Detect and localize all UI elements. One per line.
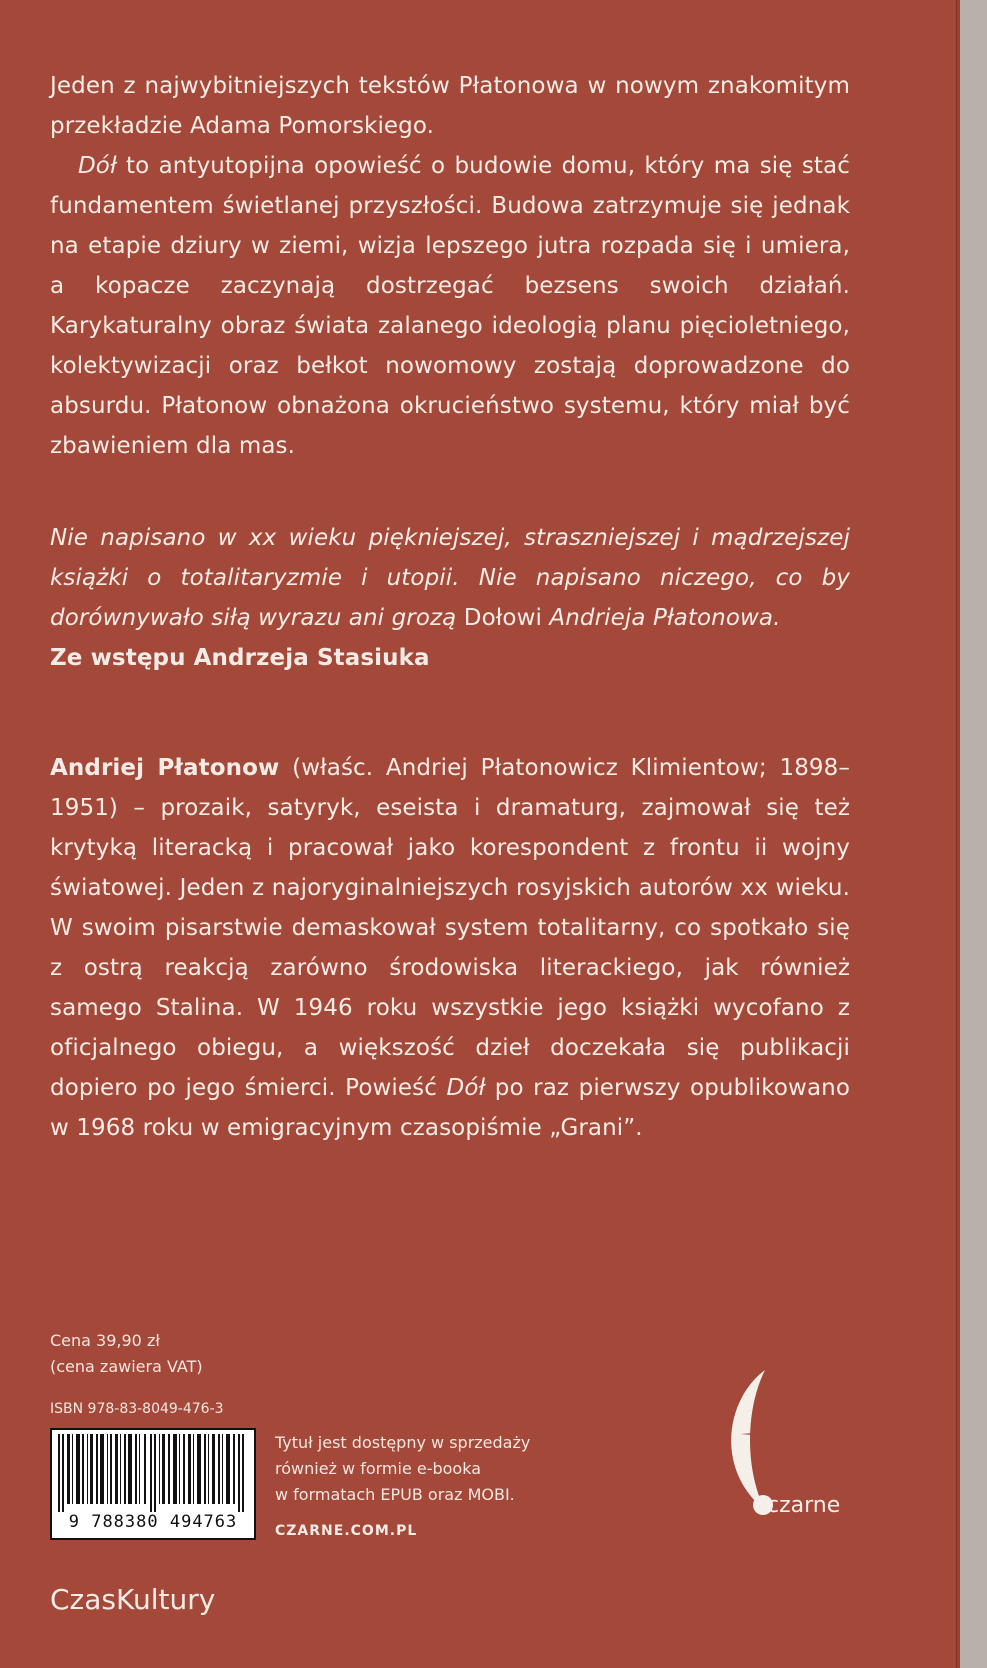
price-line: Cena 39,90 zł — [50, 1331, 160, 1350]
barcode-bars-icon — [58, 1434, 248, 1512]
quote-source: Ze wstępu Andrzeja Stasiuka — [50, 645, 430, 671]
logo-wordmark: czarne — [767, 1493, 841, 1518]
availability-line-3: w formatach EPUB oraz MOBI. — [275, 1485, 515, 1504]
ebook-availability — [275, 1430, 530, 1508]
description-paragraph-2-text: to antyutopijna opowieść o budowie domu, który ma się stać fundamentem świetlanej przyszłości. Budowa zatrzymuje się jednak na etapie dziury w ziemi, wizja lepszego jutra rozpada się i umiera, a kopacze zaczynają dostrzegać bezsens swoich działań. Karykaturalny obraz świata zalanego ideologią planu pięcioletniego, kolektywizacji oraz bełkot nowomowy zostają doprowadzone do absurdu. Płatonow obnażona okrucieństwo systemu, który miał być zbawieniem dla mas. — [50, 153, 850, 459]
book-title-italic: Dół — [78, 153, 117, 179]
author-name: Andriej Płatonow — [50, 755, 280, 781]
description-paragraph-2 — [50, 146, 850, 466]
description-paragraph-1: Jeden z najwybitniejszych tekstów Płatonowa w nowym znakomitym przekładzie Adama Pomorskiego. — [50, 73, 850, 139]
author-bio-paragraph — [50, 748, 850, 1148]
quote-text-c: Andrieja Płatonowa. — [542, 605, 781, 631]
barcode — [50, 1428, 256, 1540]
author-bio — [50, 748, 850, 1148]
czarne-logo-icon — [705, 1370, 841, 1530]
czas-kultury-logo: CzasKultury — [50, 1583, 216, 1616]
quote-text — [50, 518, 850, 638]
quote-text-b: Dołowi — [463, 605, 542, 631]
isbn: ISBN 978-83-8049-476-3 — [50, 1401, 224, 1417]
barcode-number: 9 788380 494763 — [68, 1512, 238, 1532]
author-bio-text-a: (właśc. Andriej Płatonowicz Klimientow; 1898–1951) – prozaik, satyryk, eseista i dramaturg, zajmował się też krytyką literacką i pracował jako korespondent z frontu ii wojny światowej. Jeden z najoryginalniejszych rosyjskich autorów xx wieku. W swoim pisarstwie demaskował system totalitarny, co spotkało się z ostrą reakcją zarówno środowiska literackiego, jak również samego Stalina. W 1946 roku wszystkie jego książki wycofano z oficjalnego obiegu, a większość dzieł doczekała się publikacji dopiero po jego śmierci. Powieść — [50, 755, 850, 1101]
quote-text-a: Nie napisano w xx wieku piękniejszej, straszniejszej i mądrzejszej książki o totalitaryzmie i utopii. Nie napisano niczego, co by dorównywało siłą wyrazu ani grozą — [50, 525, 850, 631]
page-edge — [960, 0, 987, 1668]
availability-line-2: również w formie e-booka — [275, 1459, 482, 1478]
price-info — [50, 1328, 203, 1380]
quote-block — [50, 518, 850, 678]
availability-line-1: Tytuł jest dostępny w sprzedaży — [275, 1433, 531, 1452]
author-bio-book-title: Dół — [446, 1075, 486, 1101]
description — [50, 66, 850, 466]
author-bio-text-b: po raz pierwszy opublikowano w 1968 roku w emigracyjnym czasopiśmie „Grani”. — [50, 1075, 850, 1141]
price-vat-note: (cena zawiera VAT) — [50, 1357, 203, 1376]
publisher-website: CZARNE.COM.PL — [275, 1523, 418, 1539]
